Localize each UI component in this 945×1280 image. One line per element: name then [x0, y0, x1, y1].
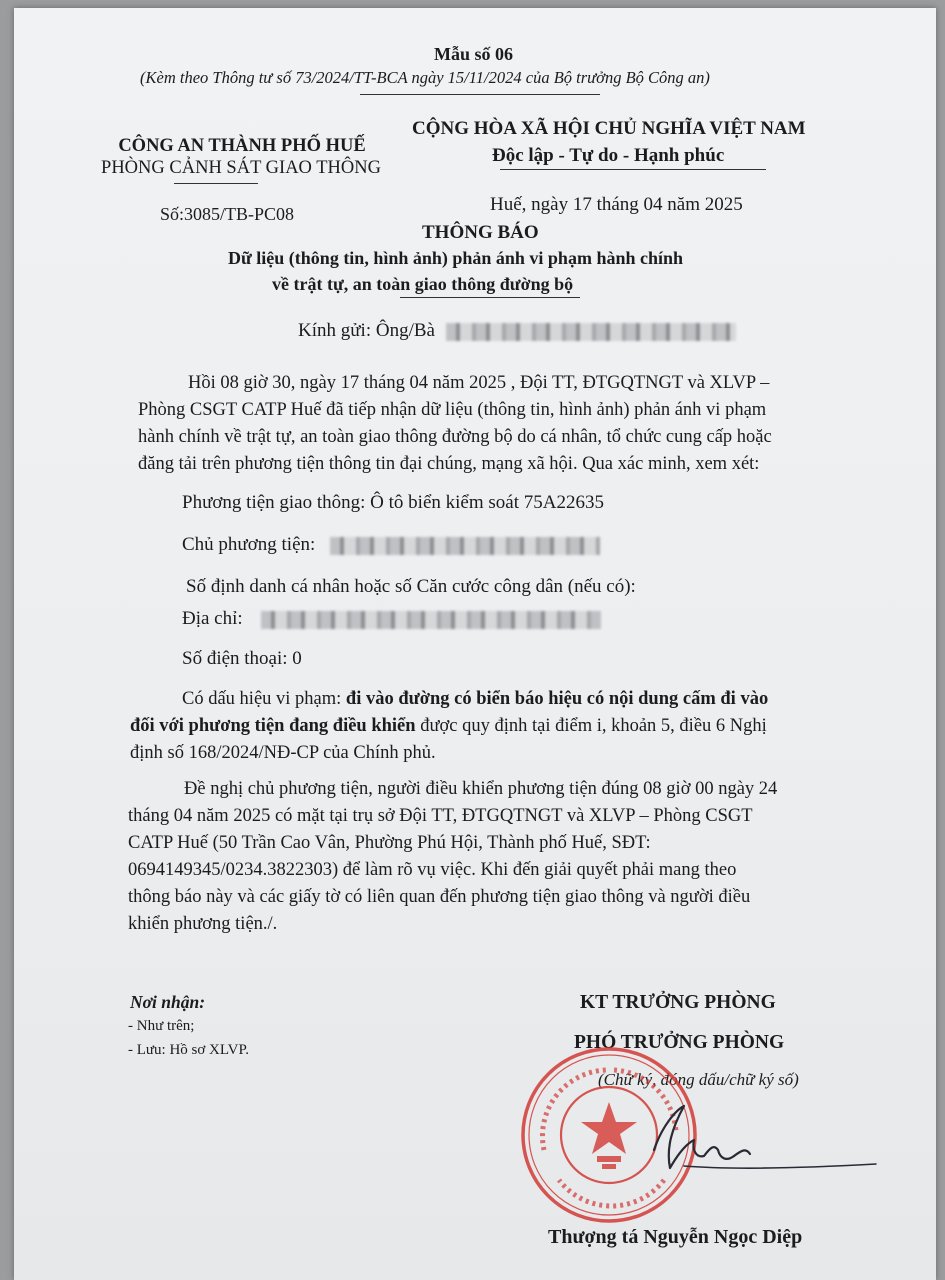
divider	[174, 183, 258, 184]
intro-line: Phòng CSGT CATP Huế đã tiếp nhận dữ liệu (thông tin, hình ảnh) phản ánh vi phạm	[138, 400, 767, 420]
document-number: Số:3085/TB-PC08	[160, 204, 295, 224]
intro-line: hành chính về trật tự, an toàn giao thông đường bộ do cá nhân, tổ chức cung cấp hoặc	[138, 427, 772, 447]
recipients-item: - Như trên;	[128, 1018, 195, 1034]
signature-title-1: KT TRƯỞNG PHÒNG	[580, 992, 776, 1013]
violation-line	[130, 713, 890, 740]
request-line: CATP Huế (50 Trần Cao Vân, Phường Phú Hội, Thành phố Huế, SĐT:	[128, 833, 651, 853]
recipients-item: - Lưu: Hồ sơ XLVP.	[128, 1042, 249, 1058]
phone-field: Số điện thoại: 0	[182, 648, 302, 669]
violation-line	[130, 686, 890, 713]
request-line: 0694149345/0234.3822303) để làm rõ vụ việc. Khi đến giải quyết phải mang theo	[128, 860, 737, 880]
country-name: CỘNG HÒA XÃ HỘI CHỦ NGHĨA VIỆT NAM	[412, 118, 806, 139]
agency-name: PHÒNG CẢNH SÁT GIAO THÔNG	[101, 158, 381, 178]
intro-line: Hồi 08 giờ 30, ngày 17 tháng 04 năm 2025 , Đội TT, ĐTGQTNGT và XLVP –	[188, 373, 770, 393]
request-paragraph	[128, 776, 892, 938]
form-number: Mẫu số 06	[434, 44, 514, 64]
intro-paragraph	[138, 370, 884, 478]
signer-name: Thượng tá Nguyễn Ngọc Diệp	[548, 1226, 803, 1248]
request-line: tháng 04 năm 2025 có mặt tại trụ sở Đội TT, ĐTGQTNGT và XLVP – Phòng CSGT	[128, 806, 753, 826]
signature-title-2: PHÓ TRƯỞNG PHÒNG	[574, 1032, 785, 1053]
violation-paragraph	[130, 686, 890, 767]
document-title: THÔNG BÁO	[422, 222, 539, 243]
redacted-address	[261, 611, 601, 629]
divider	[360, 94, 600, 95]
divider	[400, 297, 580, 298]
vehicle-field: Phương tiện giao thông: Ô tô biển kiểm soát 75A22635	[182, 492, 604, 513]
document-page	[14, 8, 936, 1280]
national-motto: Độc lập - Tự do - Hạnh phúc	[492, 145, 725, 166]
redacted-owner	[330, 537, 600, 555]
divider	[500, 169, 766, 170]
request-line: thông báo này và các giấy tờ có liên quan đến phương tiện giao thông và người điều	[128, 887, 751, 907]
document-subtitle-2: về trật tự, an toàn giao thông đường bộ	[272, 274, 574, 294]
id-field: Số định danh cá nhân hoặc số Căn cước công dân (nếu có):	[186, 576, 636, 597]
address-label: Địa chỉ:	[182, 608, 243, 629]
redacted-recipient	[446, 323, 736, 341]
agency-parent: CÔNG AN THÀNH PHỐ HUẾ	[118, 136, 366, 156]
handwritten-signature	[614, 1098, 884, 1188]
request-line: khiển phương tiện./.	[128, 914, 278, 934]
owner-label: Chủ phương tiện:	[182, 534, 316, 555]
place-date: Huế, ngày 17 tháng 04 năm 2025	[490, 194, 743, 215]
violation-bold: đi vào đường có biển báo hiệu có nội dung cấm đi vào	[345, 689, 769, 709]
intro-line: đăng tải trên phương tiện thông tin đại chúng, mạng xã hội. Qua xác minh, xem xét:	[138, 454, 760, 474]
violation-rest: được quy định tại điểm i, khoản 5, điều 6 Nghị	[415, 716, 767, 736]
violation-lead: Có dấu hiệu vi phạm:	[182, 689, 346, 709]
owner-field	[182, 534, 600, 556]
form-attachment-note: (Kèm theo Thông tư số 73/2024/TT-BCA ngày 15/11/2024 của Bộ trưởng Bộ Công an)	[140, 68, 710, 87]
recipient-line	[298, 320, 736, 342]
recipients-title: Nơi nhận:	[130, 992, 206, 1012]
signature-note: (Chữ ký, đóng dấu/chữ ký số)	[598, 1070, 799, 1089]
request-line: Đề nghị chủ phương tiện, người điều khiển phương tiện đúng 08 giờ 00 ngày 24	[184, 779, 778, 799]
document-subtitle-1: Dữ liệu (thông tin, hình ảnh) phản ánh vi phạm hành chính	[228, 248, 683, 268]
recipient-label: Kính gửi: Ông/Bà	[298, 320, 435, 341]
address-field	[182, 608, 601, 630]
violation-line: định số 168/2024/NĐ-CP của Chính phủ.	[130, 743, 436, 763]
violation-bold: đối với phương tiện đang điều khiển	[130, 716, 416, 736]
